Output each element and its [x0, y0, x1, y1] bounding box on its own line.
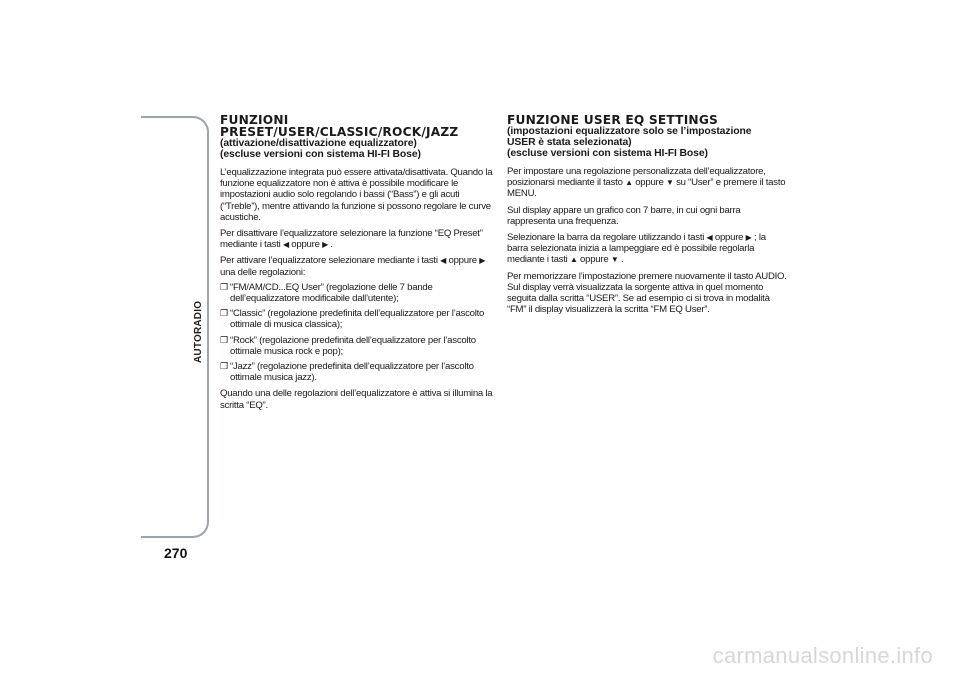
right-arrow-icon: ▶ — [322, 240, 328, 250]
down-arrow-icon: ▼ — [610, 255, 619, 265]
left-title-line2: PRESET/USER/CLASSIC/ROCK/JAZZ — [220, 125, 459, 139]
list-item-text: “Jazz” (regolazione predefinita dell’equalizzatore per l’ascolto ottimale musica jazz). — [230, 361, 474, 384]
left-subtitle-line2: (escluse versioni con sistema HI-FI Bose) — [220, 149, 421, 160]
right-title: FUNZIONE USER EQ SETTINGS — [507, 113, 719, 127]
left-paragraph-2 — [220, 228, 498, 250]
list-item-text: “Classic” (regolazione predefinita dell’equalizzatore per l’ascolto ottimale di musica classica); — [230, 308, 485, 331]
p3-text-mid: oppure — [448, 255, 477, 267]
right-subtitle-line3: (escluse versioni con sistema HI-FI Bose) — [507, 148, 708, 159]
checkbox-bullet-icon: ❐ — [220, 361, 229, 372]
list-item — [220, 282, 498, 304]
rp3-text-after: ; la barra selezionata inizia a lampeggiare ed è possibile regolarla mediante i tasti — [507, 232, 766, 266]
p3-text-before: Per attivare l’equalizzatore selezionare mediante i tasti — [220, 255, 438, 267]
left-arrow-icon: ◀ — [440, 256, 447, 266]
rp3-text-mid2: oppure — [580, 254, 609, 266]
list-item-text: “FM/AM/CD...EQ User” (regolazione delle 7 bande dell’equalizzatore modificabile dall’utente); — [230, 281, 433, 305]
right-subtitle-line1: (impostazioni equalizzatore solo se l’impostazione — [507, 126, 752, 137]
list-item — [220, 335, 498, 357]
right-arrow-icon: ▶ — [479, 256, 486, 266]
left-paragraph-3 — [220, 255, 498, 277]
right-paragraph-1 — [507, 166, 787, 200]
left-arrow-icon: ◀ — [706, 233, 713, 243]
left-column — [220, 114, 498, 411]
up-arrow-icon: ▲ — [569, 255, 578, 265]
left-paragraph-4: Quando una delle regolazioni dell’equalizzatore è attiva si illumina la scritta “EQ”. — [220, 388, 493, 411]
left-paragraph-1: L’equalizzazione integrata può essere attivata/disattivata. Quando la funzione equalizzatore non è attiva è possibile modificare le impostazioni audio solo regolando i bassi (“Bass”) e gli acuti (“Treble”), mentre attivando la funzione si possono regolare le curve acustiche. — [220, 167, 493, 223]
section-side-label: AUTORADIO — [193, 300, 204, 363]
checkbox-bullet-icon: ❐ — [220, 334, 229, 345]
watermark: carmanualsonline.info — [712, 643, 933, 668]
left-title-line1: FUNZIONI — [220, 113, 289, 127]
left-arrow-icon: ◀ — [282, 240, 289, 250]
right-arrow-icon: ▶ — [745, 233, 752, 243]
right-paragraph-4: Per memorizzare l’impostazione premere nuovamente il tasto AUDIO. Sul display verrà visualizzata la sorgente attiva in quel momento seguita dalla scritta “USER”. Se ad esempio ci si trova in modalità “FM” il display visualizzerà la scritta “FM EQ User”. — [507, 270, 787, 316]
checkbox-bullet-icon: ❐ — [220, 281, 229, 292]
checkbox-bullet-icon: ❐ — [220, 308, 229, 319]
rp3-text-mid: oppure — [714, 232, 744, 244]
right-subtitle-line2: USER è stata selezionata) — [507, 137, 632, 148]
page-number: 270 — [164, 545, 188, 561]
left-subtitle-line1: (attivazione/disattivazione equalizzatore) — [220, 138, 417, 149]
p2-text-after: . — [330, 239, 333, 251]
right-paragraph-3 — [507, 232, 787, 266]
rp1-text-mid: oppure — [635, 177, 664, 189]
list-item-text: “Rock” (regolazione predefinita dell’equalizzatore per l’ascolto ottimale musica rock e pop); — [230, 334, 476, 357]
list-item — [220, 361, 498, 383]
right-column — [507, 114, 787, 315]
rp1-text-before: Per impostare una regolazione personalizzata dell’equalizzatore, posizionarsi mediante il tasto — [507, 166, 766, 189]
up-arrow-icon: ▲ — [625, 178, 633, 188]
p2-text-mid: oppure — [291, 239, 320, 251]
list-item — [220, 308, 498, 330]
p3-text-after: una delle regolazioni: — [220, 266, 306, 278]
rp1-text-after: su “User” e premere il tasto MENU. — [507, 177, 786, 200]
rp3-text-before: Selezionare la barra da regolare utilizzando i tasti — [507, 232, 705, 244]
right-paragraph-2: Sul display appare un grafico con 7 barre, in cui ogni barra rappresenta una frequenza. — [507, 204, 741, 227]
down-arrow-icon: ▼ — [666, 178, 674, 188]
p2-text-before: Per disattivare l’equalizzatore selezionare la funzione “EQ Preset” mediante i tasti — [220, 228, 483, 251]
rp3-text-end: . — [620, 254, 624, 266]
